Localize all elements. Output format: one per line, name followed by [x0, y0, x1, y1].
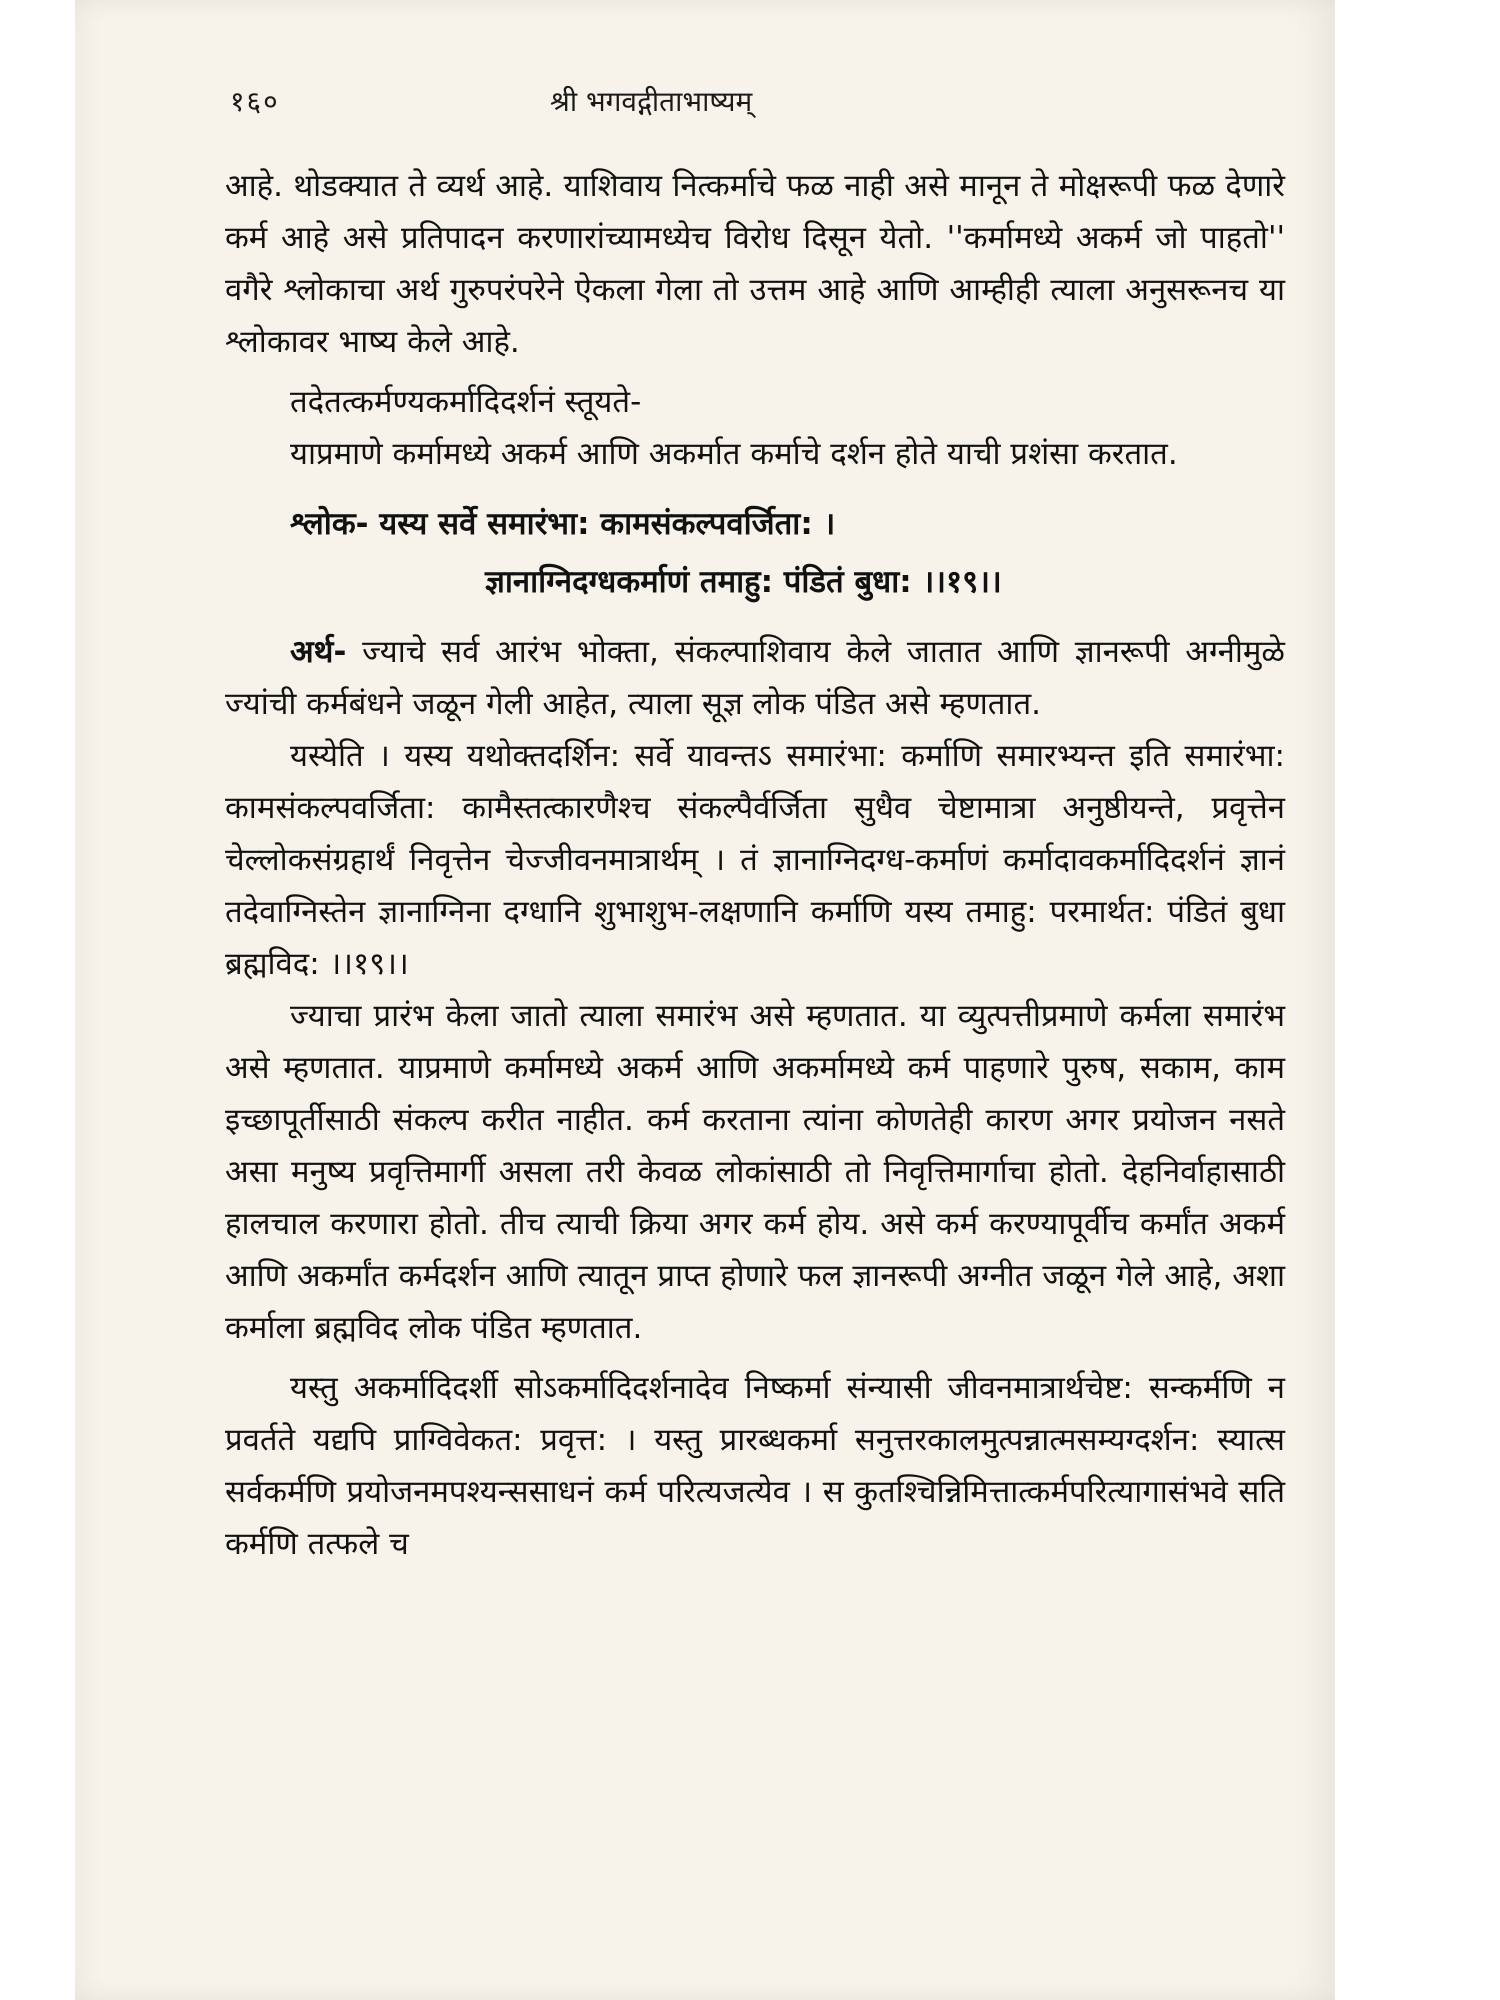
page-body [225, 160, 1285, 1570]
sanskrit-intro-line: तदेतत्कर्मण्यकर्मादिदर्शनं स्तूयते- [290, 384, 642, 420]
shloka-verse-2: ज्ञानाग्निदग्धकर्माणं तमाहु: पंडितं बुधा: ।।१९।। [485, 564, 1002, 600]
page-number: १६० [230, 85, 280, 118]
running-title: श्री भगवद्गीताभाष्यम् [550, 85, 753, 118]
shloka-line-1 [225, 498, 1285, 550]
shloka-label: श्लोक- [290, 506, 369, 542]
paragraph-praise: याप्रमाणे कर्मामध्ये अकर्म आणि अकर्मात कर्माचे दर्शन होते याची प्रशंसा करतात. [290, 436, 1178, 472]
paragraph-explanation: ज्याचा प्रारंभ केला जातो त्याला समारंभ असे म्हणतात. या व्युत्पत्तीप्रमाणे कर्मला समारंभ असे म्हणतात. याप्रमाणे कर्मामध्ये अकर्म आणि अकर्मामध्ये कर्म पाहणारे पुरुष, सकाम, काम इच्छापूर्तीसाठी संकल्प करीत नाहीत. कर्म करताना त्यांना कोणतेही कारण अगर प्रयोजन नसते असा मनुष्य प्रवृत्तिमार्गी असला तरी केवळ लोकांसाठी तो निवृत्तिमार्गाचा होतो. देहनिर्वाहासाठी हालचाल करणारा होतो. तीच त्याची क्रिया अगर कर्म होय. असे कर्म करण्यापूर्वीच कर्मांत अकर्म आणि अकर्मांत कर्मदर्शन आणि त्यातून प्राप्त होणारे फल ज्ञानरूपी अग्नीत जळून गेले आहे, अशा कर्माला ब्रह्मविद लोक पंडित म्हणतात. [225, 998, 1285, 1346]
paragraph-continuation: आहे. थोडक्यात ते व्यर्थ आहे. याशिवाय नित्कर्माचे फळ नाही असे मानून ते मोक्षरूपी फळ देणारे कर्म आहे असे प्रतिपादन करणारांच्यामध्येच विरोध दिसून येतो. ''कर्मामध्ये अकर्म जो पाहतो'' वगैरे श्लोकाचा अर्थ गुरुपरंपरेने ऐकला गेला तो उत्तम आहे आणि आम्हीही त्याला अनुसरूनच या श्लोकावर भाष्य केले आहे. [225, 168, 1285, 360]
meaning-label: अर्थ- [290, 634, 347, 670]
page-header [230, 82, 1280, 122]
meaning-text: ज्याचे सर्व आरंभ भोक्ता, संकल्पाशिवाय केले जातात आणि ज्ञानरूपी अग्नीमुळे ज्यांची कर्मबंधने जळून गेली आहेत, त्याला सूज्ञ लोक पंडित असे म्हणतात. [225, 634, 1285, 722]
shloka-block [225, 498, 1285, 608]
meaning-paragraph [225, 626, 1285, 730]
sanskrit-commentary-2: यस्तु अकर्मादिदर्शी सोऽकर्मादिदर्शनादेव निष्कर्मा संन्यासी जीवनमात्रार्थचेष्ट: सन्कर्मणि न प्रवर्तते यद्यपि प्राग्विवेकत: प्रवृत्त: । यस्तु प्रारब्धकर्मा सनुत्तरकालमुत्पन्नात्मसम्यग्दर्शन: स्यात्स सर्वकर्मणि प्रयोजनमपश्यन्ससाधनं कर्म परित्यजत्येव । स कुतश्चिन्निमित्तात्कर्मपरित्यागासंभवे सति कर्मणि तत्फले च [225, 1370, 1285, 1562]
shloka-verse-1: यस्य सर्वे समारंभा: कामसंकल्पवर्जिता: । [379, 506, 836, 542]
sanskrit-commentary: यस्येति । यस्य यथोक्तदर्शिन: सर्वे यावन्तऽ समारंभा: कर्माणि समारभ्यन्त इति समारंभा: कामसंकल्पवर्जिता: कामैस्तत्कारणैश्च संकल्पैर्वर्जिता सुधैव चेष्टामात्रा अनुष्ठीयन्ते, प्रवृत्तेन चेल्लोकसंग्रहार्थं निवृत्तेन चेज्जीवनमात्रार्थम् । तं ज्ञानाग्निदग्ध-कर्माणं कर्मादावकर्मादिदर्शनं ज्ञानं तदेवाग्निस्तेन ज्ञानाग्निना दग्धानि शुभाशुभ-लक्षणानि कर्माणि यस्य तमाहु: परमार्थत: पंडितं बुधा ब्रह्मविद: ।।१९।। [225, 738, 1285, 982]
